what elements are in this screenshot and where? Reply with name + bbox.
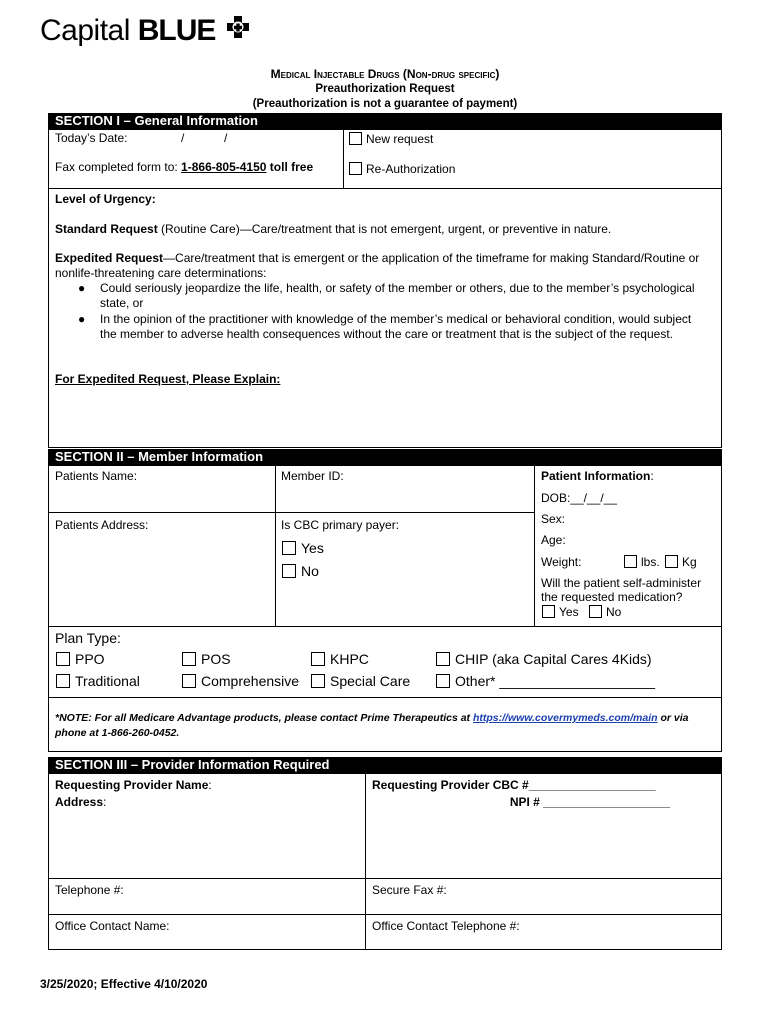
self-admin-no-option[interactable] xyxy=(589,605,621,619)
plan-traditional-checkbox[interactable] xyxy=(56,674,70,688)
expedited-explain-label: For Expedited Request, Please Explain: xyxy=(55,372,281,386)
office-contact-phone-label: Office Contact Telephone #: xyxy=(372,919,520,933)
covermymeds-link[interactable]: https://www.covermymeds.com/main xyxy=(472,712,658,724)
bullet-icon: ● xyxy=(78,312,86,326)
plan-pos-label: POS xyxy=(201,651,231,667)
plan-special-care-checkbox[interactable] xyxy=(311,674,325,688)
fax-instruction xyxy=(55,160,313,174)
self-admin-yes-option[interactable] xyxy=(542,605,579,619)
expedited-bullet-1: Could seriously jeopardize the life, health, or safety of the member or others, due to the member’s psychological state, or xyxy=(100,281,695,310)
medicare-note xyxy=(55,711,720,741)
kg-checkbox[interactable] xyxy=(665,555,678,568)
cbc-no-checkbox[interactable] xyxy=(282,564,296,578)
form-disclaimer: (Preauthorization is not a guarantee of payment) xyxy=(252,98,518,110)
plan-chip-option[interactable] xyxy=(436,651,652,667)
colon: : xyxy=(103,795,107,809)
sex-label: Sex: xyxy=(541,512,566,526)
kg-label: Kg xyxy=(682,555,697,569)
note-text: *NOTE: For all Medicare Advantage products, please contact Prime Therapeutics at xyxy=(55,712,473,724)
blue-cross-icon xyxy=(226,15,250,39)
colon: : xyxy=(650,469,654,483)
patients-name-label: Patients Name: xyxy=(55,469,138,483)
plan-ppo-label: PPO xyxy=(75,651,105,667)
cbc-yes-option[interactable] xyxy=(282,540,324,556)
plan-comprehensive-checkbox[interactable] xyxy=(182,674,196,688)
plan-traditional-option[interactable] xyxy=(56,673,140,689)
divider xyxy=(48,914,722,915)
plan-other-option[interactable] xyxy=(436,673,655,689)
plan-comprehensive-label: Comprehensive xyxy=(201,673,300,689)
plan-special-care-label: Special Care xyxy=(330,673,411,689)
cbc-primary-label: Is CBC primary payer: xyxy=(281,518,400,532)
self-admin-yes-label: Yes xyxy=(559,605,579,619)
plan-chip-checkbox[interactable] xyxy=(436,652,450,666)
plan-other-label: Other* ____________________ xyxy=(455,673,656,689)
weight-label: Weight: xyxy=(541,555,582,569)
cbc-yes-checkbox[interactable] xyxy=(282,541,296,555)
divider xyxy=(534,465,535,626)
kg-option[interactable] xyxy=(665,555,697,569)
date-slash: / xyxy=(181,131,185,145)
plan-special-care-option[interactable] xyxy=(311,673,410,689)
req-provider-bold: Requesting Provider Name xyxy=(55,778,209,792)
expedited-explain-area[interactable] xyxy=(50,390,720,445)
bullet-icon: ● xyxy=(78,281,86,295)
date-slash: / xyxy=(224,131,228,145)
colon: : xyxy=(208,778,212,792)
standard-request-bold: Standard Request xyxy=(55,222,158,236)
address-bold: Address xyxy=(55,795,104,809)
reauth-label: Re-Authorization xyxy=(366,162,456,176)
reauth-checkbox[interactable] xyxy=(349,162,362,175)
reauth-option[interactable] xyxy=(349,162,455,176)
note-text-2: or via phone at 1-866-260-0452. xyxy=(55,712,689,739)
cbc-yes-label: Yes xyxy=(301,540,324,556)
plan-ppo-checkbox[interactable] xyxy=(56,652,70,666)
footer-date: 3/25/2020; Effective 4/10/2020 xyxy=(40,977,208,991)
age-label: Age: xyxy=(541,533,566,547)
patients-address-label: Patients Address: xyxy=(55,518,149,532)
standard-request-desc: (Routine Care)—Care/treatment that is not emergent, urgent, or preventive in nature. xyxy=(157,222,612,236)
section-3-heading: SECTION III – Provider Information Required xyxy=(48,757,722,773)
new-request-checkbox[interactable] xyxy=(349,132,362,145)
new-request-option[interactable] xyxy=(349,132,433,146)
plan-type-label: Plan Type: xyxy=(55,630,121,646)
requesting-provider-name-label xyxy=(55,778,212,792)
plan-chip-label: CHIP (aka Capital Cares 4Kids) xyxy=(455,651,652,667)
lbs-option[interactable] xyxy=(624,555,660,569)
npi-label: NPI # ___________________ xyxy=(509,795,670,809)
divider xyxy=(48,626,722,627)
expedited-bullet-2: In the opinion of the practitioner with knowledge of the member’s medical or behavioral condition, would subject the member to adverse health consequences without the care or treatment that is the subject of the request. xyxy=(100,312,692,341)
divider xyxy=(275,465,276,626)
plan-other-checkbox[interactable] xyxy=(436,674,450,688)
divider xyxy=(48,512,534,513)
divider xyxy=(48,188,722,189)
lbs-label: lbs. xyxy=(641,555,660,569)
logo-capital-text: Capital xyxy=(40,14,130,47)
plan-traditional-label: Traditional xyxy=(75,673,140,689)
lbs-checkbox[interactable] xyxy=(624,555,637,568)
section-1-heading: SECTION I – General Information xyxy=(48,113,722,129)
standard-request-text xyxy=(55,222,715,237)
divider xyxy=(48,697,722,698)
form-subtitle: Preauthorization Request xyxy=(315,83,455,95)
new-request-label: New request xyxy=(366,132,434,146)
office-contact-name-label: Office Contact Name: xyxy=(55,919,170,933)
fax-label: Fax completed form to: xyxy=(55,160,182,174)
divider xyxy=(48,878,722,879)
plan-pos-checkbox[interactable] xyxy=(182,652,196,666)
patient-info-label xyxy=(541,469,654,483)
expedited-request-bold: Expedited Request xyxy=(55,251,164,265)
divider xyxy=(365,773,366,950)
plan-ppo-option[interactable] xyxy=(56,651,105,667)
expedited-request-desc: —Care/treatment that is emergent or the application of the timeframe for making Standard/Routine or nonlife-threatening care determinations: xyxy=(55,251,700,280)
logo-blue-text: BLUE xyxy=(137,14,216,47)
form-title: Medical Injectable Drugs (Non-drug specific) xyxy=(270,67,500,81)
dob-label: DOB:__/__/__ xyxy=(541,491,618,505)
plan-khpc-label: KHPC xyxy=(330,651,369,667)
expedited-request-text xyxy=(55,251,715,281)
address-label xyxy=(55,795,106,809)
plan-khpc-option[interactable] xyxy=(311,651,369,667)
telephone-label: Telephone #: xyxy=(55,883,124,897)
self-admin-yes-checkbox[interactable] xyxy=(542,605,555,618)
self-administer-question: Will the patient self-administer the requested medication? xyxy=(541,576,702,604)
todays-date-label: Today’s Date: xyxy=(55,131,128,145)
fax-number: 1-866-805-4150 xyxy=(181,160,267,174)
cbc-no-option[interactable] xyxy=(282,563,319,579)
urgency-label: Level of Urgency: xyxy=(55,192,156,206)
plan-khpc-checkbox[interactable] xyxy=(311,652,325,666)
plan-pos-option[interactable] xyxy=(182,651,231,667)
capital-blue-logo xyxy=(40,14,250,48)
patient-info-bold: Patient Information xyxy=(541,469,651,483)
member-id-label: Member ID: xyxy=(281,469,344,483)
secure-fax-label: Secure Fax #: xyxy=(372,883,447,897)
fax-suffix: toll free xyxy=(266,160,314,174)
section-2-heading: SECTION II – Member Information xyxy=(48,449,722,465)
plan-comprehensive-option[interactable] xyxy=(182,673,299,689)
cbc-no-label: No xyxy=(301,563,319,579)
divider xyxy=(343,129,344,188)
self-admin-no-label: No xyxy=(606,605,622,619)
requesting-provider-cbc-label: Requesting Provider CBC #___________________ xyxy=(372,778,656,792)
self-admin-no-checkbox[interactable] xyxy=(589,605,602,618)
